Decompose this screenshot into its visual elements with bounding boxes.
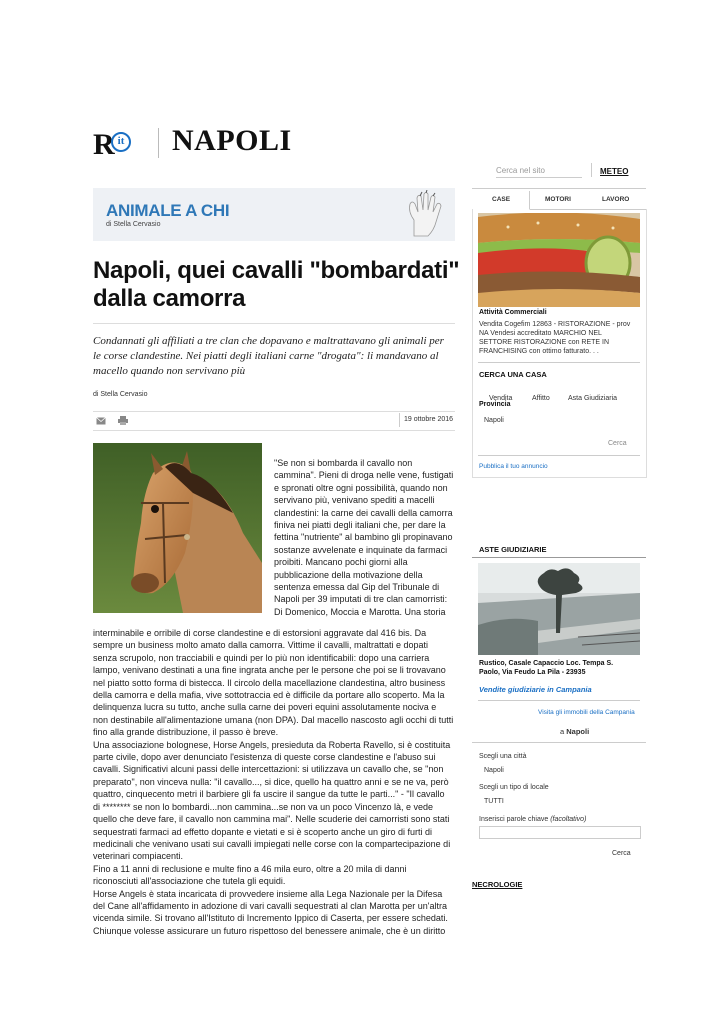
search-form-rule [472,742,646,743]
logo-divider [158,128,159,158]
article-byline: di Stella Cervasio [93,391,148,398]
aste-heading: ASTE GIUDIZIARIE [479,545,547,554]
classifieds-tabs [472,191,646,210]
radio-vendita[interactable]: Vendita [489,395,513,402]
vendite-giudiziarie-link[interactable]: Vendite giudiziarie in Campania [479,685,592,694]
cerca-divider [478,455,640,456]
toolbar-top-rule [93,411,455,412]
title-rule [93,323,455,324]
city-title[interactable]: NAPOLI [172,124,292,157]
radio-asta[interactable]: Asta Giudiziaria [568,395,618,402]
cerca-casa-button[interactable]: Cerca [608,440,627,447]
article-body: interminabile e orribile di corse clandestine e di estorsioni aggravate dal 416 bis. Da sempre un business molto amato dalla camorra. Vittime il cavalli, maltrattati e dopati senza scrupolo, non tracciabili e quindi per lo più non identificabili: dopo una carriera lampo, venivano destinati a una fine ingrata anche per le persone che poi se li trovavano nel piatto sotto forma di bistecca. Il circolo della macellazione clandestina, altro business della camorra e della mafia, vive sottotraccia ed è difficile da portare allo scoperto. Ma la delinquenza lucra su tutto, anche sulla carne dei poveri equini assolutamente nociva e non destinabile all'alimentazione umana (non DPA). Dal macello nascosto agli occhi di tutti fino alla grande distribuzione, il passo è breve. Una associazione bolognese, Horse Angels, presieduta da Roberta Ravello, si è costituita parte civile, dopo aver denunciato l'esistenza di queste corse clandestine e l'abuso sui cavalli. Significativi alcuni passi delle intercettazioni: si utilizzava un cavallo che, se "non preparato", non vinceva nulla: "il cavallo..., si dice, quello ha quattro anni e se ne va, però quattro, cinquecento metri il barbiere gli fa uscire il sangue da tutte le parti..." - "Il cavallo di ******** se non lo bombardi...non cammina...se non va un poco Vincenzo là, e vede quello che deve fare, il cavallo non cammina mai". Nelle scuderie dei camorristi sono stati sequestrati farmaci ad effetto dopante e vietati e si è scoperto anche un giro di furti di medicinali che venivano usati sui cavalli impiegati nelle corse con la compartecipazione di veterinari compiacenti. Fino a 11 anni di reclusione e multe fino a 46 mila euro, oltre a 20 mila di danni riconosciuti all'associazione che tutela gli equidi. Horse Angels è stata incaricata di provvedere insieme alla Lega Nazionale per la Difesa del Cane all'affidamento in adozione di vari cavalli sequestrati al clan Marotta per un'altra vicenda simile. Si trovano all'Istituto di Incremento Ippico di Caserta, per essere schedati. Chiunque volesse assicurare un futuro rispettoso del benessere animale, che è un diritto [93,628,454,936]
hoof-hand-illustration [400,190,450,240]
aste-divider [478,700,640,701]
aste-rule [472,557,646,558]
citta-select[interactable]: Napoli [484,767,504,774]
sidebar-top-rule [472,188,646,189]
logo-it-mark: it [111,132,131,152]
tab-motori[interactable]: MOTORI [545,196,571,203]
search-input[interactable]: Cerca nel sito [496,166,582,178]
aste-property-photo[interactable] [478,563,640,655]
scegli-tipo-label: Scegli un tipo di locale [479,784,549,791]
blog-title[interactable]: ANIMALE A CHI [106,201,230,220]
cerca-immobili-button[interactable]: Cerca [612,850,631,857]
aste-caption[interactable]: Rustico, Casale Capaccio Loc. Tempa S. Paolo, Via Feudo La Pila - 23935 [479,660,614,676]
location-city: Napoli [566,727,590,736]
ad-category[interactable]: Attività Commerciali [479,309,547,316]
provincia-select[interactable]: Napoli [484,417,504,424]
location-line: a Napoli [560,727,590,736]
article-title: Napoli, quei cavalli "bombardati" dalla camorra [93,257,460,312]
article-body-wrap: "Se non si bombarda il cavallo non cammina". Pieni di droga nelle vene, fustigati e spronati oltre ogni possibilità, quando non servivano più, venivano spediti a macelli clandestini: la carne dei cavalli della camorra finiva nei piatti degli italiani che, per dare la fettina "nutriente" al bambino gli propinavano sostanze avvelenate e inquinate da farmaci proibiti. Mancano pochi giorni alla pubblicazione della motivazione della sentenza emessa dal Gip del Tribunale di Napoli per 39 imputati di tre clan camorristi: Di Domenico, Moccia e Marotta. Una storia [274,458,454,617]
provincia-label: Provincia [479,401,511,408]
cerca-casa-heading: CERCA UNA CASA [479,370,547,379]
blog-author: di Stella Cervasio [106,221,161,228]
ad-description[interactable]: Vendita Cogefim 12863 - RISTORAZIONE - prov NA Vendesi accreditato MARCHIO NEL SETTORE RISTORAZIONE con RETE IN FRANCHISING con ottimo fatturato. . . [479,321,631,355]
visita-immobili-link[interactable]: Visita gli immobili della Campania [538,709,635,716]
meteo-divider [591,163,592,177]
date-divider [399,413,400,427]
print-icon[interactable] [118,416,128,425]
burger-ad-image[interactable] [478,213,640,307]
tipo-select[interactable]: TUTTI [484,798,504,805]
article-date: 19 ottobre 2016 [404,416,454,423]
tab-case[interactable]: CASE [492,196,511,203]
scegli-citta-label: Scegli una città [479,753,527,760]
ad-divider [478,362,640,363]
meteo-link[interactable]: METEO [600,167,629,176]
repubblica-logo[interactable] [93,128,131,162]
logo-r-letter: R [93,128,115,161]
tab-lavoro[interactable]: LAVORO [602,196,630,203]
keywords-input[interactable] [479,826,641,839]
necrologie-heading[interactable]: NECROLOGIE [472,880,523,889]
toolbar-bottom-rule [93,430,455,431]
horse-photo [93,443,262,613]
article-summary: Condannati gli affiliati a tre clan che dopavano e maltrattavano gli animali per le corse clandestine. Nei piatti degli italiani carne "drogata": li mandavano al macello quando non servivano più [93,335,444,377]
pubblica-annuncio-link[interactable]: Pubblica il tuo annuncio [479,463,548,470]
email-icon[interactable] [96,417,106,425]
radio-affitto[interactable]: Affitto [532,395,550,402]
keywords-label: Inserisci parole chiave (facoltativo) [479,816,587,823]
